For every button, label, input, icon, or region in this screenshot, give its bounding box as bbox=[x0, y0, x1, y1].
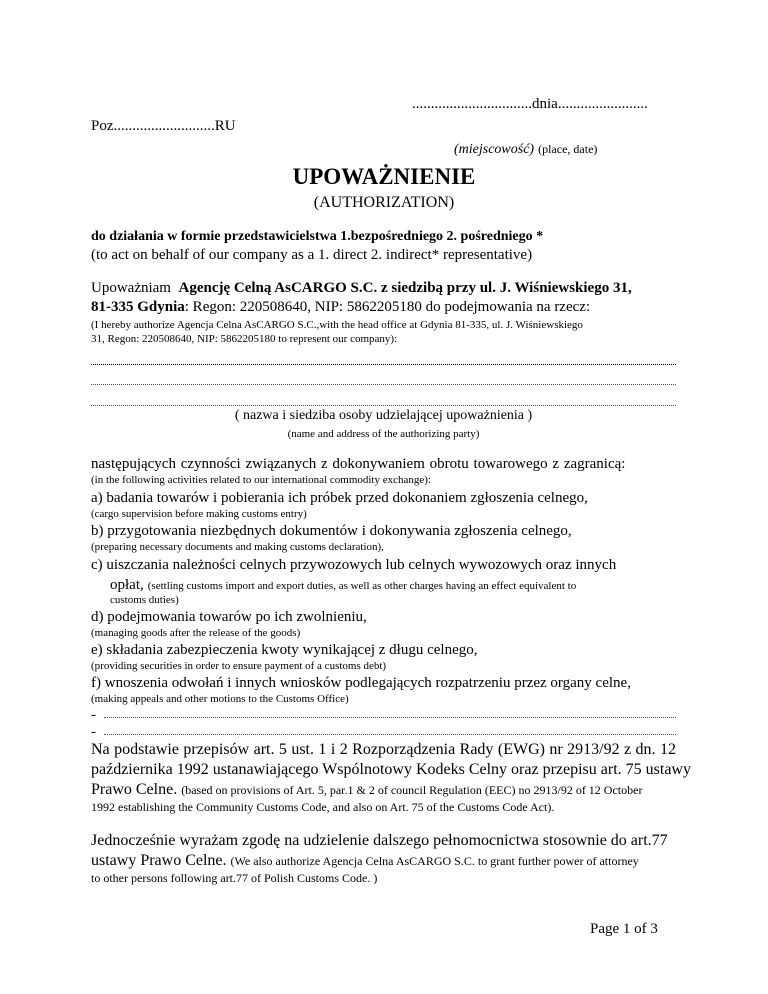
consent-line2: ustawy Prawo Celne. (We also authorize Agencja Celna AsCARGO S.C. to grant further power of attorney bbox=[91, 852, 639, 869]
authorize-en-line2: 31, Regon: 220508640, NIP: 5862205180 to represent our company): bbox=[91, 333, 398, 345]
extra-activity-dash-1: - bbox=[91, 707, 96, 723]
activity-e-pl: e) składania zabezpieczenia kwoty wynikającej z długu celnego, bbox=[91, 642, 478, 658]
place-label: (miejscowość) (place, date) bbox=[454, 142, 598, 157]
activity-f-pl: f) wnoszenia odwołań i innych wniosków podlegających rozpatrzeniu przez organy celne, bbox=[91, 675, 631, 691]
activity-b-en: (preparing necessary documents and making customs declaration), bbox=[91, 541, 384, 553]
document-title: UPOWAŻNIENIE bbox=[292, 164, 476, 189]
activity-f-en: (making appeals and other motions to the Customs Office) bbox=[91, 693, 349, 705]
activities-intro-pl: następujących czynności związanych z dokonywaniem obrotu towarowego z zagranicą: bbox=[91, 456, 626, 472]
legal-line4: 1992 establishing the Community Customs Code, and also on Art. 75 of the Customs Code Act). bbox=[91, 800, 555, 814]
legal-line2: października 1992 ustanawiającego Wspólnotowy Kodeks Celny oraz przepisu art. 75 ustawy bbox=[91, 761, 691, 778]
activity-e-en: (providing securities in order to ensure payment of a customs debt) bbox=[91, 660, 387, 672]
activities-intro-en: (in the following activities related to our international commodity exchange): bbox=[91, 474, 431, 486]
activity-c-en2: customs duties) bbox=[110, 594, 179, 606]
party-label-en: (name and address of the authorizing party) bbox=[287, 428, 480, 440]
document-subtitle: (AUTHORIZATION) bbox=[313, 194, 455, 211]
scope-pl: do działania w formie przedstawicielstwa 1.bezpośredniego 2. pośredniego * bbox=[91, 229, 544, 244]
party-dotted-line-3 bbox=[91, 395, 676, 406]
authorize-line2: 81-335 Gdynia: Regon: 220508640, NIP: 5862205180 do podejmowania na rzecz: bbox=[91, 299, 591, 315]
activity-a-en: (cargo supervision before making customs entry) bbox=[91, 508, 307, 520]
authorize-en-line1: (I hereby authorize Agencja Celna AsCARGO S.C.,with the head office at Gdynia 81-335, ul. J. Wiśniewskiego bbox=[91, 319, 583, 331]
authorize-line1: Upoważniam Agencję Celną AsCARGO S.C. z siedzibą przy ul. J. Wiśniewskiego 31, bbox=[91, 280, 632, 296]
extra-activity-line-2 bbox=[104, 724, 676, 735]
party-dotted-line-1 bbox=[91, 354, 676, 365]
legal-line3: Prawo Celne. (based on provisions of Art. 5, par.1 & 2 of council Regulation (EEC) no 2913/92 of 12 October bbox=[91, 781, 643, 798]
party-label-pl: ( nazwa i siedziba osoby udzielającej upoważnienia ) bbox=[234, 408, 533, 423]
activity-b-pl: b) przygotowania niezbędnych dokumentów i dokonywania zgłoszenia celnego, bbox=[91, 523, 572, 539]
scope-en: (to act on behalf of our company as a 1. direct 2. indirect* representative) bbox=[91, 247, 533, 263]
activity-d-pl: d) podejmowania towarów po ich zwolnieniu, bbox=[91, 609, 367, 625]
consent-line3: to other persons following art.77 of Polish Customs Code. ) bbox=[91, 871, 378, 885]
activity-c-pl: c) uiszczania należności celnych przywozowych lub celnych wywozowych oraz innych bbox=[91, 557, 617, 573]
activity-a-pl: a) badania towarów i pobierania ich próbek przed dokonaniem zgłoszenia celnego, bbox=[91, 490, 588, 506]
poz-line: Poz...........................RU bbox=[91, 118, 236, 134]
page-number: Page 1 of 3 bbox=[590, 921, 658, 937]
party-dotted-line-2 bbox=[91, 374, 676, 385]
activity-c-line2: opłat, (settling customs import and export duties, as well as other charges having an effect equivalent to bbox=[110, 577, 577, 593]
place-date-line: ................................dnia........................ bbox=[412, 96, 648, 112]
extra-activity-dash-2: - bbox=[91, 724, 96, 740]
activity-d-en: (managing goods after the release of the goods) bbox=[91, 627, 301, 639]
legal-line1: Na podstawie przepisów art. 5 ust. 1 i 2 Rozporządzenia Rady (EWG) nr 2913/92 z dn. 12 bbox=[91, 741, 676, 758]
extra-activity-line-1 bbox=[104, 707, 676, 718]
consent-line1: Jednocześnie wyrażam zgodę na udzielenie dalszego pełnomocnictwa stosownie do art.77 bbox=[91, 832, 668, 849]
